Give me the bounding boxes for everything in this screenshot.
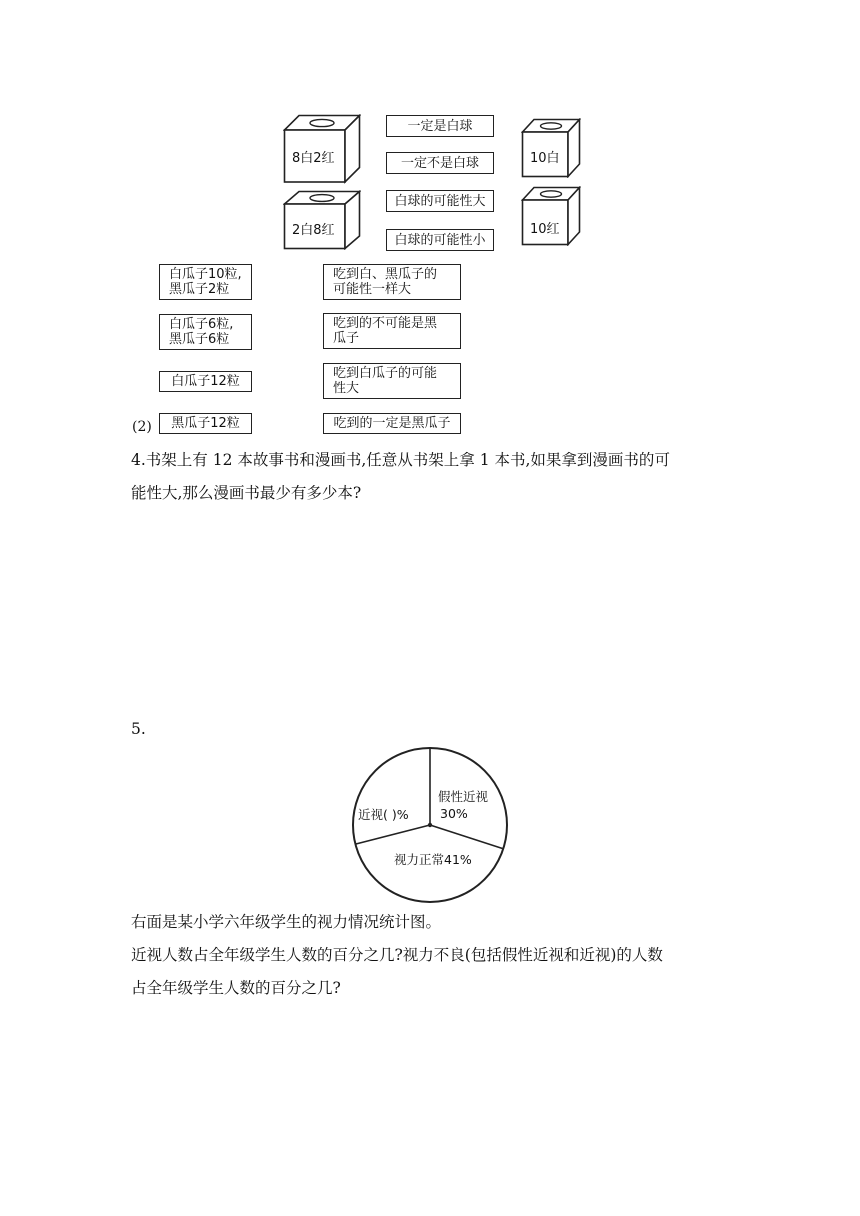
outcome-box-1-line-2: 可能性一样大 [333, 282, 412, 297]
outcome-box-3-line-1: 吃到白瓜子的可能 [333, 366, 438, 381]
seed-box-2-line-1: 白瓜子6粒, [169, 317, 234, 332]
vision-pie-chart [350, 745, 510, 905]
cube-label-3: 2白8红 [292, 223, 335, 238]
seed-box-1-line-1: 白瓜子10粒, [169, 267, 242, 282]
option-box-4: 白球的可能性小 [386, 229, 494, 251]
seed-box-3: 白瓜子12粒 [159, 371, 252, 392]
outcome-box-2-line-2: 瓜子 [333, 331, 360, 346]
outcome-box-3-line-2: 性大 [333, 381, 360, 396]
pie-label-pseudo-value: 30% [440, 806, 468, 821]
outcome-box-2 [323, 313, 461, 349]
question-4-line-1: 4.书架上有 12 本故事书和漫画书,任意从书架上拿 1 本书,如果拿到漫画书的可 [131, 451, 670, 469]
seed-box-1-line-2: 黑瓜子2粒 [169, 282, 230, 297]
option-box-2: 一定不是白球 [386, 152, 494, 174]
seed-box-2 [159, 314, 252, 350]
question-5-line-3: 占全年级学生人数的百分之几? [131, 979, 341, 997]
outcome-box-2-line-1: 吃到的不可能是黑 [333, 316, 438, 331]
question-5-line-2: 近视人数占全年级学生人数的百分之几?视力不良(包括假性近视和近视)的人数 [131, 946, 663, 964]
cube-label-2: 10白 [530, 151, 560, 166]
cube-label-4: 10红 [530, 222, 560, 237]
question-5-line-1: 右面是某小学六年级学生的视力情况统计图。 [131, 913, 442, 931]
option-box-3: 白球的可能性大 [386, 190, 494, 212]
seed-box-4: 黑瓜子12粒 [159, 413, 252, 434]
pie-label-myopia: 近视( )% [358, 807, 409, 822]
pie-slice-divider-2 [430, 825, 503, 849]
seed-box-2-line-2: 黑瓜子6粒 [169, 332, 230, 347]
pie-label-pseudo-name: 假性近视 [438, 789, 489, 804]
seed-box-1 [159, 264, 252, 300]
part2-label: (2) [132, 419, 152, 435]
outcome-box-1-line-1: 吃到白、黑瓜子的 [333, 267, 438, 282]
question-5-number: 5. [131, 720, 146, 738]
cube-box-4 [521, 186, 581, 246]
outcome-box-3 [323, 363, 461, 399]
option-box-1: 一定是白球 [386, 115, 494, 137]
outcome-box-1 [323, 264, 461, 300]
outcome-box-4: 吃到的一定是黑瓜子 [323, 413, 461, 434]
question-4-line-2: 能性大,那么漫画书最少有多少本? [131, 484, 362, 502]
pie-center-dot [428, 823, 432, 827]
cube-label-1: 8白2红 [292, 151, 335, 166]
pie-label-normal: 视力正常41% [394, 852, 472, 867]
pie-slice-divider-3 [355, 825, 430, 844]
